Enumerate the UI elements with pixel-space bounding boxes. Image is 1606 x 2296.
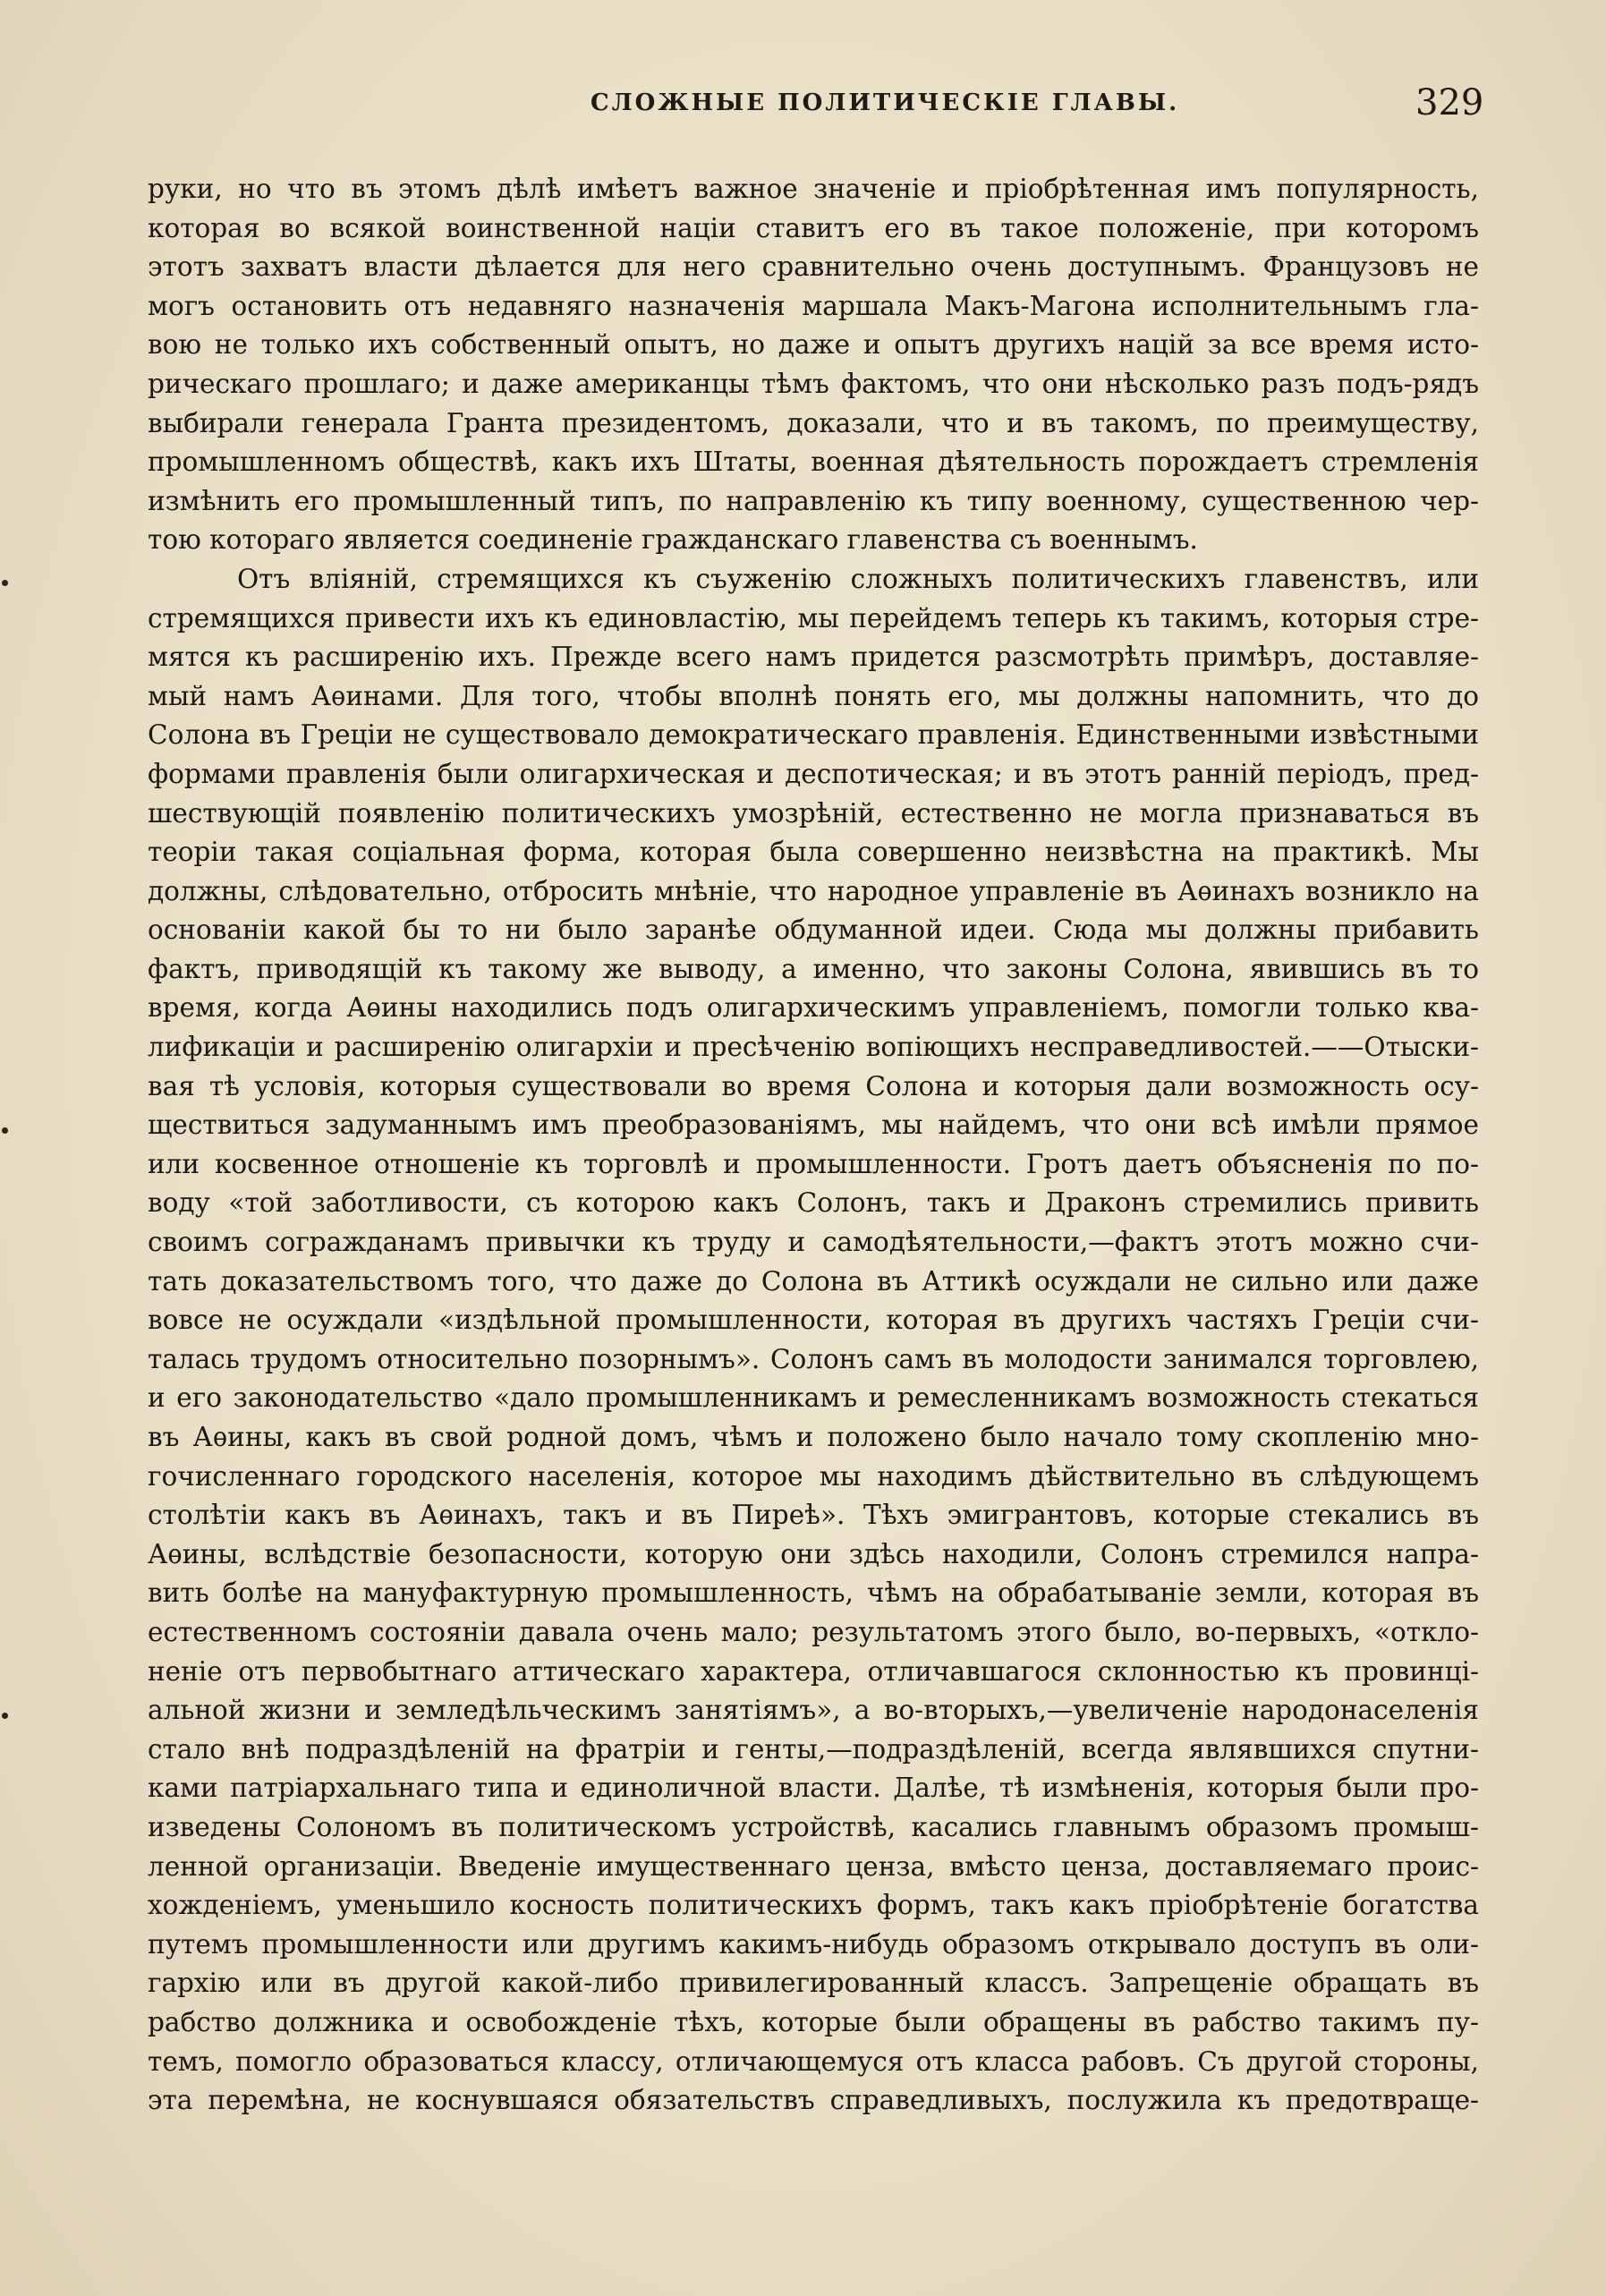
- text-line: вовсе не осуждали «издѣльной промышленности, которая въ другихъ частяхъ Греціи счи-: [148, 1305, 1479, 1336]
- text-line: эта перемѣна, не коснувшаяся обязательствъ справедливыхъ, послужила къ предотвраще-: [148, 2085, 1479, 2116]
- text-line: и его законодательство «дало промышленникамъ и ремесленникамъ возможность стекаться: [148, 1382, 1479, 1414]
- text-line: талась трудомъ относительно позорнымъ». Солонъ самъ въ молодости занимался торговлею,: [148, 1343, 1479, 1374]
- text-line: столѣтіи какъ въ Аѳинахъ, такъ и въ Пиреѣ». Тѣхъ эмигрантовъ, которые стекались въ: [148, 1500, 1479, 1531]
- text-line: выбирали генерала Гранта президентомъ, доказали, что и въ такомъ, по преимуществу,: [148, 407, 1479, 438]
- text-line: стало внѣ подраздѣленій на фратріи и генты,—подраздѣленій, всегда являвшихся спутни-: [148, 1733, 1479, 1765]
- text-line: Аѳины, вслѣдствіе безопасности, которую они здѣсь находили, Солонъ стремился напра-: [148, 1538, 1479, 1569]
- text-line: промышленномъ обществѣ, какъ ихъ Штаты, военная дѣятельность порождаетъ стремленія: [148, 446, 1479, 478]
- text-line: время, когда Аѳины находились подъ олигархическимъ управленіемъ, помогли только ква-: [148, 992, 1479, 1024]
- text-line: вить болѣе на мануфактурную промышленность, чѣмъ на обрабатываніе земли, которая въ: [148, 1577, 1479, 1609]
- text-line: изведены Солономъ въ политическомъ устройствѣ, касались главнымъ образомъ промыш-: [148, 1811, 1479, 1842]
- text-line: рическаго прошлаго; и даже американцы тѣмъ фактомъ, что они нѣсколько разъ подъ-рядъ: [148, 368, 1479, 399]
- text-line: путемъ промышленности или другимъ какимъ-нибудь образомъ открывало доступъ въ оли-: [148, 1928, 1479, 1960]
- text-line: вая тѣ условія, которыя существовали во время Солона и которыя дали возможность осу-: [148, 1070, 1479, 1101]
- text-line: мый намъ Аѳинами. Для того, чтобы вполнѣ понять его, мы должны напомнить, что до: [148, 680, 1479, 711]
- text-line: темъ, помогло образоваться классу, отличающемуся отъ класса рабовъ. Съ другой стороны,: [148, 2045, 1479, 2077]
- text-line: тать доказательствомъ того, что даже до Солона въ Аттикѣ осуждали не сильно или даже: [148, 1265, 1479, 1297]
- text-line: теоріи такая соціальная форма, которая была совершенно неизвѣстна на практикѣ. Мы: [148, 837, 1479, 868]
- text-line: гархію или въ другой какой-либо привилегированный классъ. Запрещеніе обращать въ: [148, 1968, 1479, 1999]
- paragraph-last-line: тою котораго является соединеніе гражданскаго главенства съ военнымъ.: [148, 524, 1198, 556]
- margin-mark: [2, 580, 8, 586]
- text-line: могъ остановить отъ недавняго назначенія маршала Макъ-Магона исполнительнымъ гла-: [148, 290, 1479, 321]
- text-line: ществиться задуманнымъ имъ преобразованіямъ, мы найдемъ, что они всѣ имѣли прямое: [148, 1110, 1479, 1141]
- text-line: основаніи какой бы то ни было заранѣе обдуманной идеи. Сюда мы должны прибавить: [148, 914, 1479, 946]
- text-line: своимъ согражданамъ привычки къ труду и самодѣятельности,—фактъ этотъ можно счи-: [148, 1227, 1479, 1258]
- text-line: или косвенное отношеніе къ торговлѣ и промышленности. Гротъ даетъ объясненія по по-: [148, 1148, 1479, 1179]
- text-line: ленной организаціи. Введеніе имущественнаго ценза, вмѣсто ценза, доставляемаго проис-: [148, 1850, 1479, 1882]
- text-line: гочисленнаго городского населенія, которое мы находимъ дѣйствительно въ слѣдующемъ: [148, 1460, 1479, 1492]
- text-line: фактъ, приводящій къ такому же выводу, а именно, что законы Солона, явившись въ то: [148, 953, 1479, 984]
- text-line: стремящихся привести ихъ къ единовластію, мы перейдемъ теперь къ такимъ, которыя стре-: [148, 602, 1479, 634]
- text-line: [148, 2121, 1479, 2160]
- text-line: воду «той заботливости, съ которою какъ Солонъ, такъ и Драконъ стремились привить: [148, 1187, 1479, 1219]
- text-line: въ Аѳины, какъ въ свой родной домъ, чѣмъ и положено было начало тому скопленію мно-: [148, 1422, 1479, 1452]
- paragraph-first-line: Отъ вліяній, стремящихся къ съуженію сложныхъ политическихъ главенствъ, или: [237, 563, 1479, 594]
- text-line: шествующій появленію политическихъ умозрѣній, естественно не могла признаваться въ: [148, 797, 1479, 829]
- text-line: неніе отъ первобытнаго аттическаго характера, отличавшагося склонностью къ провинці-: [148, 1655, 1479, 1687]
- text-line: альной жизни и земледѣльческимъ занятіямъ», а во-вторыхъ,—увеличеніе народонаселенія: [148, 1695, 1479, 1726]
- margin-mark: [2, 1127, 8, 1134]
- text-line: этотъ захватъ власти дѣлается для него сравнительно очень доступнымъ. Французовъ не: [148, 251, 1479, 283]
- text-line: мятся къ расширенію ихъ. Прежде всего намъ придется разсмотрѣть примѣръ, доставляе-: [148, 642, 1479, 673]
- text-line: рабство должника и освобожденіе тѣхъ, которые были обращены въ рабство такимъ пу-: [148, 2006, 1479, 2037]
- text-line: формами правленія были олигархическая и деспотическая; и въ этотъ ранній періодъ, пред-: [148, 758, 1479, 789]
- text-line: Солона въ Греціи не существовало демократическаго правленія. Единственными извѣстными: [148, 719, 1479, 751]
- text-line: должны, слѣдовательно, отбросить мнѣніе, что народное управленіе въ Аѳинахъ возникло на: [148, 875, 1479, 906]
- text-line: измѣнить его промышленный типъ, по направленію къ типу военному, существенною чер-: [148, 485, 1479, 516]
- text-line: которая во всякой воинственной націи ставитъ его въ такое положеніе, при которомъ: [148, 212, 1479, 243]
- running-head: СЛОЖНЫЕ ПОЛИТИЧЕСКІЕ ГЛАВЫ.: [591, 89, 1180, 116]
- margin-mark: [2, 1713, 8, 1719]
- text-line: ками патріархальнаго типа и единоличной власти. Далѣе, тѣ измѣненія, которыя были про-: [148, 1773, 1479, 1804]
- text-line: лификаціи и расширенію олигархіи и пресѣченію вопіющихъ несправедливостей.——Отыски-: [148, 1032, 1479, 1063]
- text-line: естественномъ состояніи давала очень мало; результатомъ этого было, во-первыхъ, «откло-: [148, 1616, 1479, 1647]
- text-line: вою не только ихъ собственный опытъ, но даже и опытъ другихъ націй за все время исто-: [148, 329, 1479, 361]
- page-number: 329: [1415, 82, 1484, 123]
- text-line: хожденіемъ, уменьшило косность политическихъ формъ, такъ какъ пріобрѣтеніе богатства: [148, 1890, 1479, 1921]
- body-text: [148, 170, 1479, 2159]
- text-line: руки, но что въ этомъ дѣлѣ имѣетъ важное значеніе и пріобрѣтенная имъ популярность,: [148, 174, 1479, 204]
